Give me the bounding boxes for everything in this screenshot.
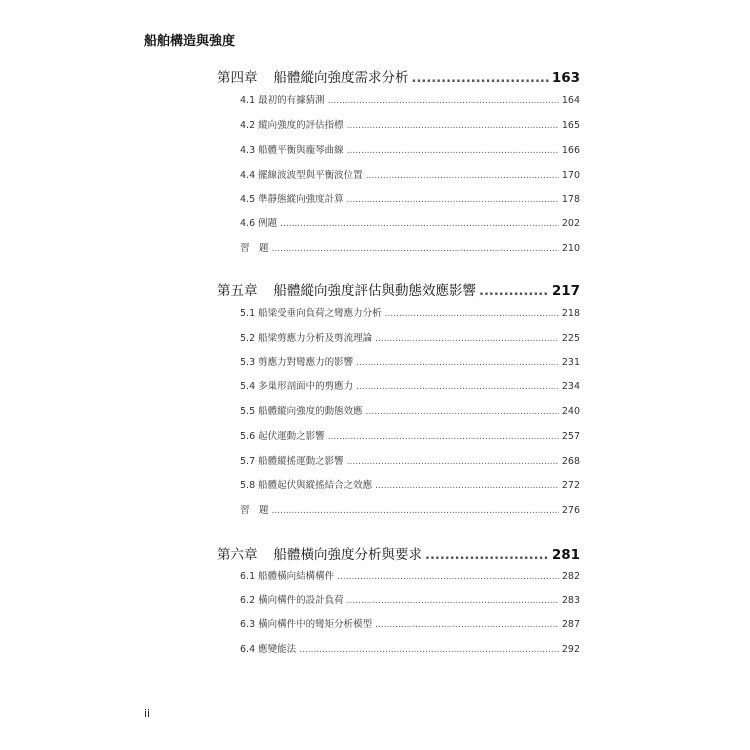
section-label: 4.6 例題 — [240, 218, 278, 229]
toc-entry[interactable] — [240, 117, 580, 131]
dot-leader — [385, 309, 559, 319]
chapter-title: 船體縱向強度評估與動態效應影響 — [273, 283, 476, 299]
dot-leader — [347, 457, 559, 467]
page-number: 234 — [561, 381, 580, 392]
page-number: 178 — [561, 194, 580, 205]
section-label: 4.2 縱向強度的評估指標 — [240, 120, 344, 131]
dot-leader — [347, 195, 559, 205]
section-label: 習 題 — [240, 505, 269, 516]
dot-leader — [366, 171, 559, 181]
dot-leader — [356, 382, 559, 392]
dot-leader — [356, 358, 559, 368]
section-label: 5.2 船梁剪應力分析及剪流理論 — [240, 333, 373, 344]
section-label: 5.6 起伏運動之影響 — [240, 431, 325, 442]
chapter-number: 第五章 — [217, 283, 258, 299]
toc-entry[interactable] — [240, 477, 580, 491]
section-label: 4.1 最初的有據猜測 — [240, 95, 325, 106]
toc-chapter-4[interactable] — [217, 66, 580, 86]
page-number: 276 — [561, 505, 580, 516]
page-number: 210 — [561, 243, 580, 254]
dot-leader — [272, 506, 559, 516]
toc-entry[interactable] — [240, 592, 580, 606]
dot-leader — [328, 96, 559, 106]
page-number: 165 — [561, 120, 580, 131]
section-label: 5.3 剪應力對彎應力的影響 — [240, 357, 354, 368]
page-number: 272 — [561, 480, 580, 491]
dot-leader — [366, 407, 559, 417]
toc-entry[interactable] — [240, 92, 580, 106]
page-folio: ii — [144, 707, 151, 720]
section-label: 習 題 — [240, 243, 269, 254]
running-head: 船舶構造與強度 — [144, 34, 236, 49]
dot-leader — [375, 620, 559, 630]
page-number: 287 — [561, 619, 580, 630]
chapter-number: 第六章 — [217, 547, 258, 563]
dot-leader — [272, 244, 559, 254]
section-label: 4.3 船體平衡與龐琴曲線 — [240, 145, 344, 156]
section-label: 5.1 船梁受垂向負荷之彎應力分析 — [240, 308, 382, 319]
page-number: 166 — [561, 145, 580, 156]
toc-entry[interactable] — [240, 502, 580, 516]
section-label: 6.3 橫向構件中的彎矩分析模型 — [240, 619, 373, 630]
page-number: 202 — [561, 218, 580, 229]
page-number: 164 — [561, 95, 580, 106]
page-number: 231 — [561, 357, 580, 368]
toc-entry[interactable] — [240, 641, 580, 655]
page-number: 281 — [551, 547, 580, 563]
section-label: 6.2 橫向構件的設計負荷 — [240, 595, 344, 606]
page-number: 257 — [561, 431, 580, 442]
toc-entry[interactable] — [240, 403, 580, 417]
section-label: 5.7 船體縱搖運動之影響 — [240, 456, 344, 467]
chapter-title: 船體橫向強度分析與要求 — [273, 547, 422, 563]
dot-leader — [347, 121, 559, 131]
toc-chapter-6[interactable] — [217, 543, 580, 563]
dot-leader — [479, 284, 549, 299]
dot-leader — [375, 334, 559, 344]
chapter-title: 船體縱向強度需求分析 — [273, 70, 409, 86]
dot-leader — [280, 219, 559, 229]
dot-leader — [412, 71, 549, 86]
page-number: 283 — [561, 595, 580, 606]
toc-entry[interactable] — [240, 240, 580, 254]
toc-entry[interactable] — [240, 453, 580, 467]
page-number: 292 — [561, 644, 580, 655]
chapter-number: 第四章 — [217, 70, 258, 86]
section-label: 6.4 應變能法 — [240, 644, 297, 655]
section-label: 5.5 船體縱向強度的動態效應 — [240, 406, 363, 417]
dot-leader — [347, 146, 559, 156]
toc-entry[interactable] — [240, 568, 580, 582]
dot-leader — [328, 432, 559, 442]
dot-leader — [299, 645, 559, 655]
toc-entry[interactable] — [240, 330, 580, 344]
toc-entry[interactable] — [240, 215, 580, 229]
toc-entry[interactable] — [240, 142, 580, 156]
page-number: 170 — [561, 170, 580, 181]
page-number: 268 — [561, 456, 580, 467]
page-number: 163 — [551, 70, 580, 86]
toc-entry[interactable] — [240, 616, 580, 630]
page-number: 240 — [561, 406, 580, 417]
page-number: 218 — [561, 308, 580, 319]
section-label: 5.8 船體起伏與縱搖結合之效應 — [240, 480, 373, 491]
page-number: 217 — [551, 283, 580, 299]
toc-entry[interactable] — [240, 191, 580, 205]
toc-chapter-5[interactable] — [217, 279, 580, 299]
toc-entry[interactable] — [240, 428, 580, 442]
dot-leader — [347, 596, 559, 606]
dot-leader — [337, 572, 559, 582]
section-label: 5.4 多巢形剖面中的剪應力 — [240, 381, 354, 392]
dot-leader — [375, 481, 559, 491]
toc-entry[interactable] — [240, 378, 580, 392]
dot-leader — [425, 548, 549, 563]
section-label: 4.4 擺線波波型與平衡波位置 — [240, 170, 363, 181]
section-label: 4.5 準靜態縱向強度計算 — [240, 194, 344, 205]
toc-entry[interactable] — [240, 305, 580, 319]
page-number: 282 — [561, 571, 580, 582]
toc-entry[interactable] — [240, 354, 580, 368]
section-label: 6.1 船體橫向結構構件 — [240, 571, 335, 582]
toc-entry[interactable] — [240, 167, 580, 181]
page-number: 225 — [561, 333, 580, 344]
